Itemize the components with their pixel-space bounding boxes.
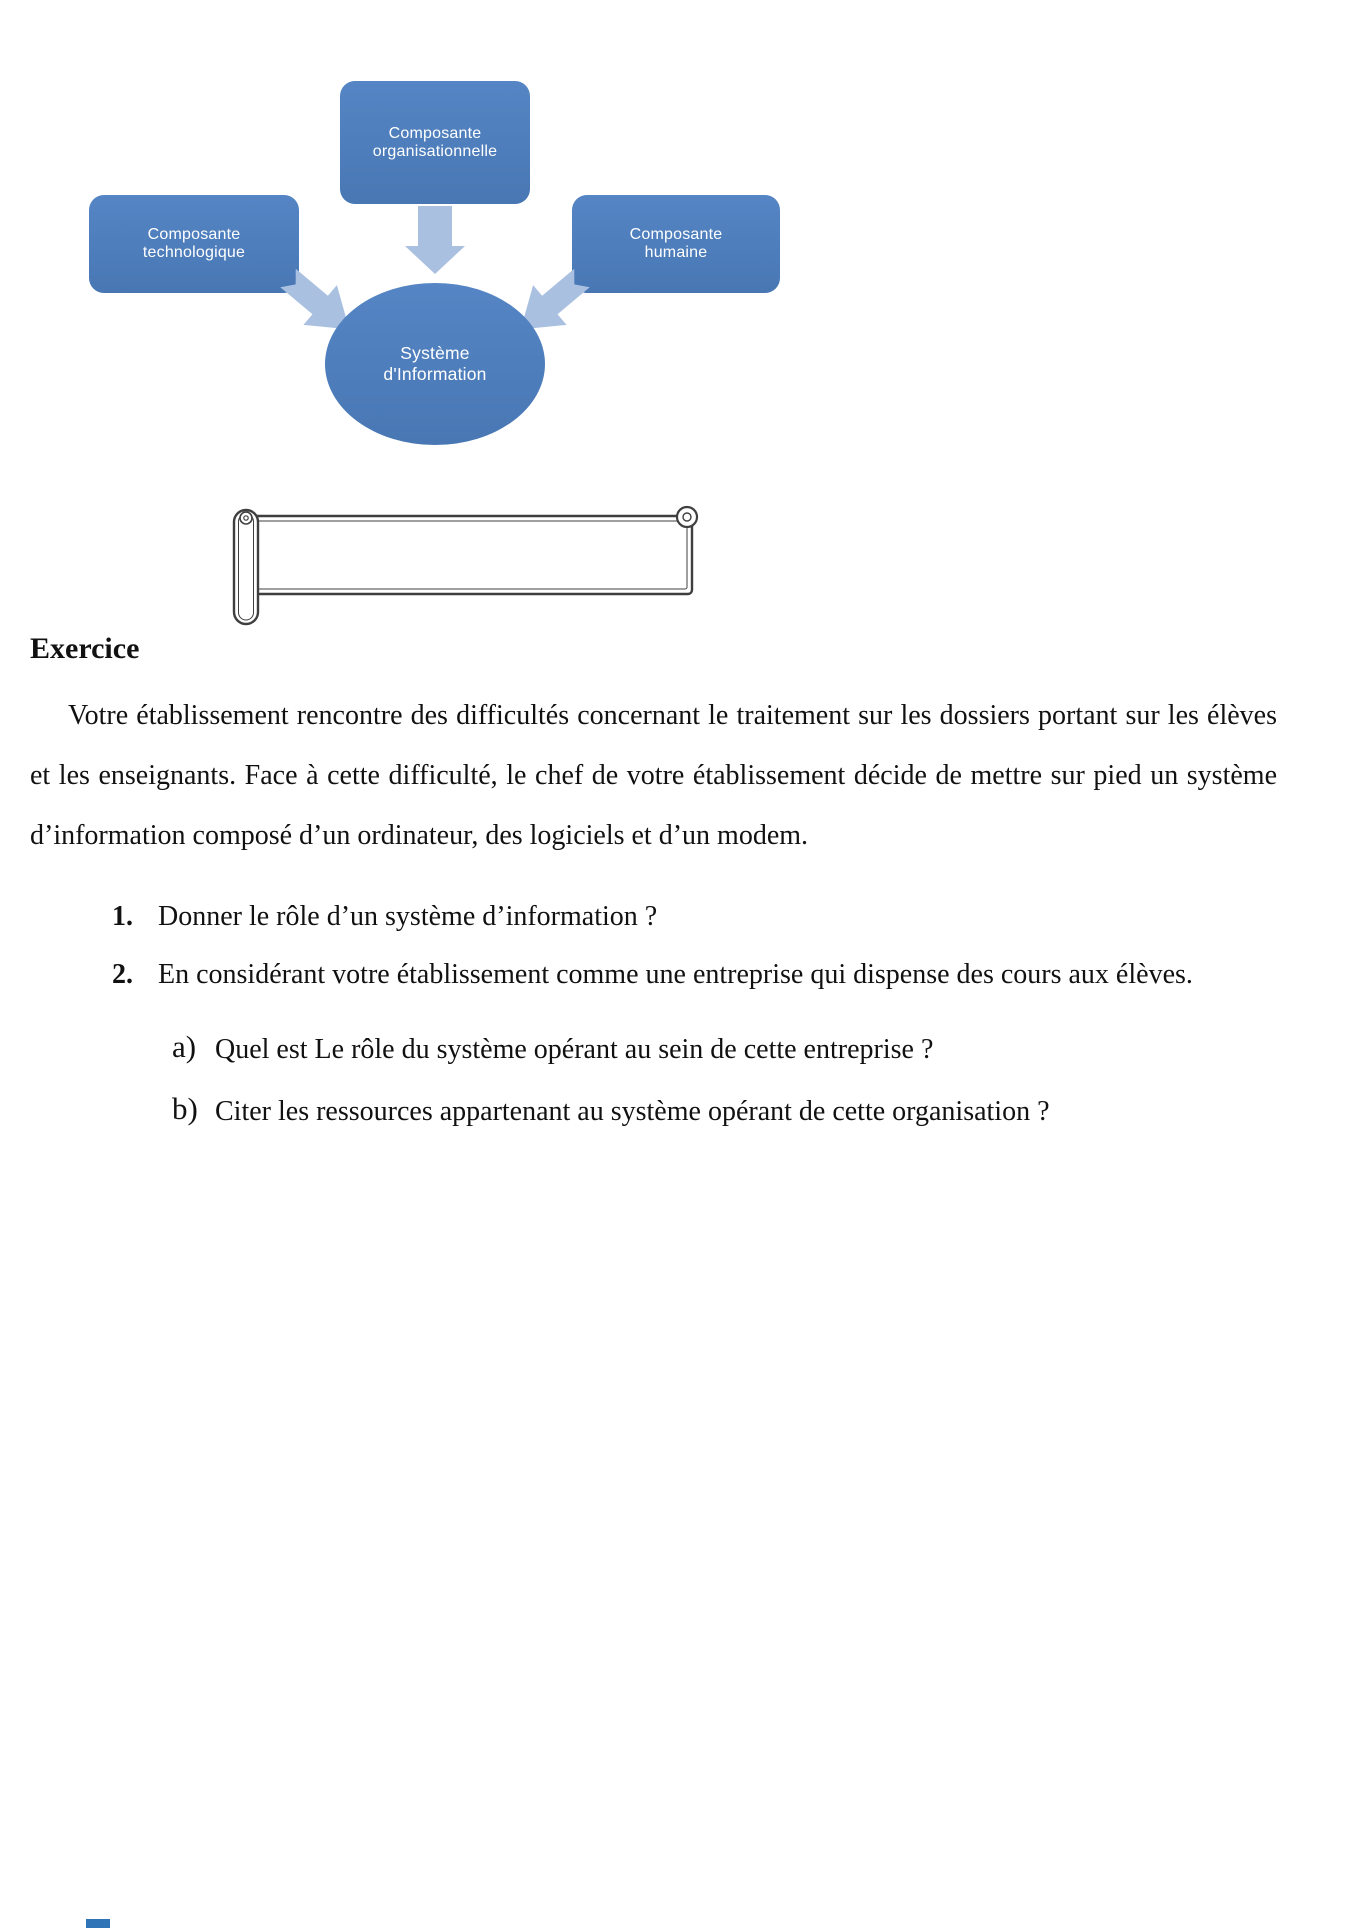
exercise-paragraph: Votre établissement rencontre des difficultés concernant le traitement sur les dossiers portant sur les élèves et les enseignants. Face à cette difficulté, le chef de votre établissement décide de mettre sur pied un système d’information composé d’un ordinateur, des logiciels et d’un modem. (30, 700, 1277, 851)
question-item-2 (30, 946, 1277, 1004)
sub-question-text: Quel est Le rôle du système opérant au sein de cette entreprise ? (215, 1034, 934, 1065)
sub-question-letter: a) (172, 1029, 197, 1064)
label-composante-organisationnelle: Composante organisationnelle (372, 124, 498, 160)
scroll-left-curl-inner (244, 516, 248, 520)
scroll-body-inner-line (252, 521, 687, 589)
label-composante-humaine: Composante humaine (629, 226, 723, 261)
exercise-heading: Exercice (30, 632, 140, 665)
scroll-left-roll-inner-line (239, 514, 254, 620)
question-item-1 (30, 888, 1277, 946)
scroll-right-curl-inner (683, 513, 691, 521)
sub-question-a (30, 1022, 1277, 1078)
sub-question-list (30, 1022, 1277, 1140)
label-systeme-information: Système d'Information (383, 343, 487, 384)
question-text: Donner le rôle d’un système d’information ? (158, 901, 658, 932)
down-arrow (405, 206, 465, 274)
exercise-section (30, 632, 1277, 1146)
sub-question-text: Citer les ressources appartenant au système opérant de cette organisation ? (215, 1096, 1050, 1127)
sub-question-letter: b) (172, 1091, 198, 1126)
footer-accent-bar (86, 1919, 110, 1928)
question-text: En considérant votre établissement comme une entreprise qui dispense des cours aux élèves. (158, 959, 1193, 990)
question-number: 2. (112, 959, 133, 990)
question-number: 1. (112, 901, 133, 932)
label-composante-technologique: Composante technologique (142, 226, 246, 261)
sub-question-b (30, 1084, 1277, 1140)
scroll-banner-shape (230, 503, 718, 628)
